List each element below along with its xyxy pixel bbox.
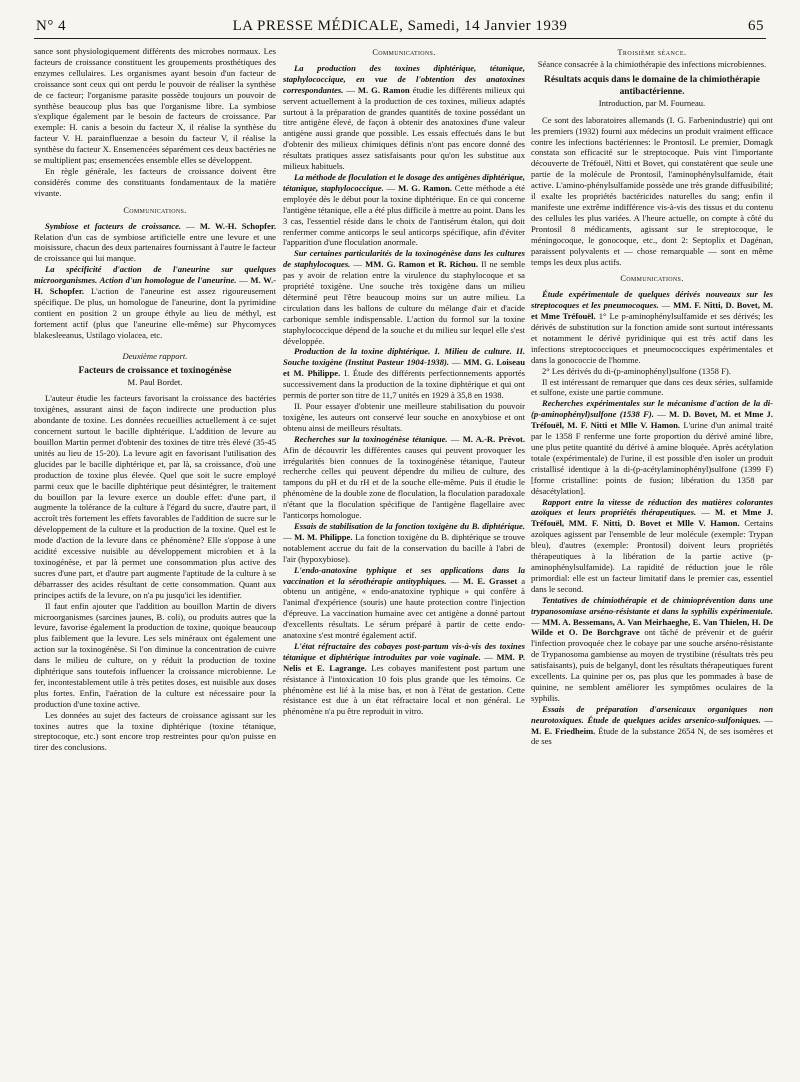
article-author: M. W.-H. Schopfer. [34, 275, 276, 297]
column-right [531, 46, 773, 1071]
article-title: Étude expérimentale de quelques dérivés nouveaux sur les streptocoques et les pneumocoques. [531, 289, 773, 311]
article-author: MM. G. Loiseau et M. Philippe. [283, 357, 525, 379]
issue-number: N° 4 [36, 18, 67, 34]
article-body: Étude de la substance 2654 N, de ses isomères et de ses [531, 725, 773, 747]
article-entry: Essais de préparation d'arsenicaux organiques non neurotoxiques. Étude de quelques acides arsenico-sulfoniques. — M. E. Friedheim. Étude de la substance 2654 N, de ses isomères et de ses [531, 703, 773, 747]
article-title: Recherches sur la toxinogénèse tétanique. [294, 433, 448, 444]
article-body: La fonction toxigène du B. diphtérique se trouve notablement accrue du fait de la conservation du bacille à l'abri de l'air (hypoxybiose). [283, 531, 525, 564]
article-title: Tentatives de chimiothérapie et de chimioprévention dans une trypanosomiase arséno-résistante et dans la syphilis expérimentale. [531, 594, 773, 616]
article-entry: L'endo-anatoxine typhique et ses applications dans la vaccination et la sérothérapie antityphiques. — M. E. Grasset a obtenu un antigène, « endo-anatoxine typhique » qui confère à l'animal d'expérience (souris) une haute protection contre l'injection d'épreuve. La vaccination humaine avec cet antigène a donné partout d'excellents résultats. Le sérum préparé à partir de cette endo-anatoxine s'est montré également actif. [283, 564, 525, 641]
article-body: L'urine d'un animal traité par le 1358 F renferme une forte proportion du dérivé aminé libre, une plus petite quantité du dérivé à amine bloquée. Après acétylation totale (expérimentale) de l'urine, il est possible d'en isoler un produit cristallisé identique à la di-(p-acétylaminophényl)sulfone (1399 F) [forme cristalline: points de fusion; libération du 1358 par désacétylation]. [531, 420, 773, 496]
article-title: La spécificité d'action de l'aneurine sur quelques microorganismes. Action d'un homologue de l'aneurine. [34, 264, 276, 286]
paragraph: sance sont physiologiquement différents des microbes normaux. Les facteurs de croissance constituent les groupements prosthétiques des enzymes cellulaires. Les organismes ayant besoin d'un facteur de croissance sont ceux qui ont perdu le pouvoir de réaliser la synthèse de ce facteur; l'organisme parasite possède toujours un pouvoir de synthèse beaucoup plus bas que l'organisme libre. La symbiose s'explique également par le besoin de facteurs de croissance. Par exemple: H. canis a besoin du facteur X, il réalise la synthèse du facteur V. H. parainfluenzae a besoin du facteur V, il réalise la synthèse du facteur X. Ensemencées séparément ces deux bactéries ne se multiplient pas; ensemencées ensemble elles se développent. [34, 46, 276, 166]
session-heading: Troisième séance. [617, 48, 687, 57]
article-title: Essais de stabilisation de la fonction toxigène du B. diphtérique. [294, 520, 525, 531]
article-entry: Sur certaines particularités de la toxinogénèse dans les cultures de staphylocoques. — MM. G. Ramon et R. Richou. Il ne semble pas y avoir de relation entre la virulence du staphylocoque et sa propriété toxigène. Une souche très toxigène dans un milieu déterminé peut l'être beaucoup moins sur un autre milieu. La circulation dans les ballons de culture du mélange d'air et d'acide carbonique semble indispensable. L'action du formol sur la toxine staphylococcique dépend de la souche et du milieu sur lequel elle s'est développée. [283, 248, 525, 346]
article-entry: Symbiose et facteurs de croissance. — M. W.-H. Schopfer. Relation d'un cas de symbiose artificielle entre une levure et une moisissure, chacun des deux partenaires fournissant à l'autre le facteur de croissance qui lui manque. [34, 220, 276, 264]
article-author: M. M. Philippe. [294, 531, 353, 542]
article-entry: Rapport entre la vitesse de réduction des matières colorantes azoïques et leurs propriétés thérapeutiques. — M. et Mme J. Tréfouël, MM. F. Nitti, D. Bovet et Mlle V. Hamon. Certains azoïques agissent par l'ensemble de leur molécule (exemple: Trypan bleu), d'autres (exemple: Prontosil) doivent leurs propriétés thérapeutiques à la libération de la partie active (p-aminophénylsulfamide). La rapidité de réduction joue le rôle primordial: elle est un facteur limitatif dans le premier cas, essentiel dans le second. [531, 496, 773, 594]
report-label: Deuxième rapport. [122, 350, 188, 361]
article-body: étudie les différents milieux qui servent actuellement à la production de ces toxines, milieux adaptés surtout à la préparation de grandes quantités de toxine possédant un titre antigène élevé, de façon à obtenir des anatoxines d'une valeur antigène aussi grande que possible. Les essais effectués dans le but d'obtenir des milieux chimiques définis n'ont pas encore donné des résultats pratiques assez satisfaisants pour qu'on les substitue aux milieux habituels. [283, 84, 525, 172]
article-author: M. E. Friedheim. [531, 725, 596, 736]
section-title: Résultats acquis dans le domaine de la chimiothérapie antibactérienne. [544, 74, 760, 97]
session-subtitle: Séance consacrée à la chimiothérapie des infections microbiennes. [537, 58, 767, 69]
article-author: M. G. Ramon. [398, 182, 452, 193]
paragraph: Il faut enfin ajouter que l'addition au bouillon Martin de divers microorganismes (sarcines jaunes, B. coli), ou produits autres que la levure, favorise également la production de toxine, quoique beaucoup plus faiblement que la levure. Les sels minéraux ont également une action sur la toxinogénèse. Si l'on diminue la concentration de cuivre dans le milieu de culture, on y réduit la production de toxine diphtérique sans toutefois influencer la croissance microbienne. Le fer, incontestablement utile à très petites doses, est nuisible aux doses plus fortes. Enfin, l'aération de la culture est nécessaire pour la production d'une toxine active. [34, 600, 276, 709]
article-title: L'endo-anatoxine typhique et ses applications dans la vaccination et la sérothérapie antityphiques. [283, 564, 525, 586]
article-author: M. A.-R. Prévot. [462, 433, 525, 444]
paragraph: Les données au sujet des facteurs de croissance agissant sur les toxines autres que la toxine diphtérique (toxine tétanique, streptocoque, etc.) sont encore trop restreintes pour qu'on puisse en tirer des conclusions. [34, 709, 276, 753]
article-body: Relation d'un cas de symbiose artificielle entre une levure et une moisissure, chacun des deux partenaires fournissant à l'autre le facteur de croissance qui lui manque. [34, 231, 276, 264]
article-body: Afin de découvrir les différentes causes qui peuvent provoquer les irrégularités bien connues de la toxinogénèse tétanique, l'auteur recherche celles qui peuvent dépendre du milieu de culture, des tampons du pH et du rH et de la souche elle-même. Puis il étudie le phénomène de la double zone de floculation, la floculation paradoxale n'étant que la floculation spécifique de l'antigène flagellaire avec l'anticorps homologue. [283, 444, 525, 521]
article-body: a obtenu un antigène, « endo-anatoxine typhique » qui confère à l'animal d'expérience (souris) une haute protection contre l'injection d'épreuve. La vaccination humaine avec cet antigène a donné partout d'excellents résultats. Le sérum préparé à partir de cette endo-anatoxine s'est montré également actif. [283, 575, 525, 641]
article-title: L'état réfractaire des cobayes post-partum vis-à-vis des toxines tétanique et diphtérique introduites par voie vaginale. [283, 640, 525, 662]
article-entry: La méthode de floculation et le dosage des antigènes diphtérique, tétanique, staphylococcique. — M. G. Ramon. Cette méthode a été employée dès le début pour la toxine diphtérique. En ce qui concerne l'antigène tétanique, elle a été plus difficile à mettre au point. Dans les 3 cas, l'essentiel réside dans le choix de l'antisérum étalon, qui doit renfermer comme anticorps le seul anticorps spécifique, afin d'éviter l'apparition d'une floculation anormale. [283, 171, 525, 248]
article-entry: La production des toxines diphtérique, tétanique, staphylococcique, en vue de l'obtention des anatoxines correspondantes. — M. G. Ramon étudie les différents milieux qui servent actuellement à la production de ces toxines, milieux adaptés surtout à la préparation de grandes quantités de toxine possédant un titre antigène élevé, de façon à obtenir des anatoxines d'une valeur antigène aussi grande que possible. Les essais effectués dans le but d'obtenir des milieux chimiques définis n'ont pas encore donné des résultats pratiques assez satisfaisants pour qu'on les substitue aux milieux habituels. [283, 62, 525, 172]
article-entry: Production de la toxine diphtérique. I. Milieu de culture. II. Souche toxigène (Institut Pasteur 1904-1938). — MM. G. Loiseau et M. Philippe. I. Étude des différents perfectionnements apportés successivement dans la production de la toxine diphtérique et qui ont permis de porter son titre de 11,7 unités en 1929 à 35,8 en 1938. [283, 346, 525, 401]
report-title: Facteurs de croissance et toxinogénèse [78, 366, 232, 377]
article-body: ont tâché de prévenir et de guérir l'infection provoquée chez le cobaye par une souche arséno-résistante de Trypanosoma gambiense au moyen de trystibine (résultats très peu satisfaisants), puis de belganyl, dont les résultats thérapeutiques furent excellents. La quinine per os, pas plus que les pommades à base de quinine, ne semblent améliorer les symptômes oculaires de la syphilis. [531, 627, 773, 703]
article-body: L'action de l'aneurine est assez rigoureusement spécifique. De plus, un homologue de l'aneurine, dont la pyrimidine contient en position 2 un groupe éthyle au lieu de méthyl, est fortement actif (plus que l'aneurine elle-même) sur Phycomyces blakesleeanus, Ustilago violacea, etc. [34, 286, 276, 340]
article-entry: La spécificité d'action de l'aneurine sur quelques microorganismes. Action d'un homologue de l'aneurine. — M. W.-H. Schopfer. L'action de l'aneurine est assez rigoureusement spécifique. De plus, un homologue de l'aneurine, dont la pyrimidine contient en position 2 un groupe éthyle au lieu de méthyl, est fortement actif (plus que l'aneurine elle-même) sur Phycomyces blakesleeanus, Ustilago violacea, etc. [34, 264, 276, 340]
paragraph: II. Pour essayer d'obtenir une meilleure stabilisation du pouvoir toxigène, les auteurs ont conservé leur souche en anoxybiose et ont obtenu ainsi de meilleurs résultats. [283, 401, 525, 433]
article-author: M. W.-H. Schopfer. [199, 220, 276, 231]
section-heading: Communications. [123, 205, 187, 215]
article-title: Production de la toxine diphtérique. I. Milieu de culture. II. Souche toxigène (Institut Pasteur 1904-1938). [283, 346, 525, 368]
paragraph: En règle générale, les facteurs de croissance doivent être considérés comme des constituants fondamentaux de la matière vivante. [34, 165, 276, 198]
report-author: M. Paul Bordet. [127, 377, 183, 388]
article-title: Symbiose et facteurs de croissance. [45, 220, 182, 231]
article-author: MM. F. Nitti, D. Bovet, M. et Mme Tréfouël. [531, 300, 773, 322]
paragraph: 2° Les dérivés du di-(p-aminophényl)sulfone (1358 F). [542, 365, 731, 376]
article-body: Les cobayes manifestent post partum une résistance à l'intoxication 10 fois plus grande que les témoins. Ce phénomène est lié à la mise bas, et non à l'état de gestation. Cette résistance est due à un état réfractaire local et non général. Le phénomène n'a pu être reproduit in vitro. [283, 662, 525, 717]
article-title: La méthode de floculation et le dosage des antigènes diphtérique, tétanique, staphylococcique. [283, 171, 525, 193]
page-header [34, 16, 766, 39]
article-body: Certains azoïques agissent par l'ensemble de leur molécule (exemple: Trypan bleu), d'autres (exemple: Prontosil) doivent leurs propriétés thérapeutiques à la libération de la partie active (p-aminophénylsulfamide). La rapidité de réduction joue le rôle primordial: elle est un facteur limitatif dans le premier cas, essentiel dans le second. [531, 518, 773, 594]
column-left [34, 46, 276, 1071]
page-number: 65 [748, 18, 764, 34]
article-author: M. et Mme J. Tréfouël, MM. F. Nitti, D. Bovet et Mlle V. Hamon. [531, 507, 773, 529]
section-heading: Communications. [620, 274, 684, 284]
article-author: MM. A. Bessemans, A. Van Meirhaeghe, E. Van Thielen, H. De Wilde et O. De Borchgrave [531, 616, 773, 638]
section-intro: Introduction, par M. Fourneau. [598, 97, 706, 108]
section-heading: Communications. [372, 48, 436, 57]
article-entry: Étude expérimentale de quelques dérivés nouveaux sur les streptocoques et les pneumocoques. — MM. F. Nitti, D. Bovet, M. et Mme Tréfouël. 1° Le p-aminophénylsulfamide et ses dérivés; les dérivés de substitution sur la fonction amide sont surtout intéressants et notamment le dérivé pyridinique qui est très actif dans les infections streptococciques et pneumococciques expérimentales et dans la gonococcie de l'homme. [531, 289, 773, 365]
article-entry: L'état réfractaire des cobayes post-partum vis-à-vis des toxines tétanique et diphtérique introduites par voie vaginale. — MM. P. Nelis et E. Lagrange. Les cobayes manifestent post partum une résistance à l'intoxication 10 fois plus grande que les témoins. Ce phénomène est lié à la mise bas, et non à l'état de gestation. Cette résistance est due à un état réfractaire local et non général. Le phénomène n'a pu être reproduit in vitro. [283, 640, 525, 717]
article-body: I. Étude des différents perfectionnements apportés successivement dans la production de la toxine diphtérique et qui ont permis de porter son titre de 11,7 unités en 1929 à 35,8 en 1938. [283, 368, 525, 401]
article-author: M. G. Ramon [357, 84, 410, 95]
article-title: Recherches expérimentales sur le mécanisme d'action de la di-(p-aminophényl)sulfone (1538 F). [531, 398, 773, 420]
paragraph: Il est intéressant de remarquer que dans ces deux séries, sulfamide et sulfone, existe une partie commune. [531, 376, 773, 398]
journal-title: LA PRESSE MÉDICALE, Samedi, 14 Janvier 1939 [232, 18, 568, 34]
article-author: MM. P. Nelis et E. Lagrange. [283, 651, 525, 673]
article-body: Cette méthode a été employée dès le début pour la toxine diphtérique. En ce qui concerne l'antigène tétanique, elle a été plus difficile à mettre au point. Dans les 3 cas, l'essentiel réside dans le choix de l'antisérum étalon, qui doit renfermer comme anticorps le seul anticorps spécifique, afin d'éviter l'apparition d'une floculation anormale. [283, 182, 525, 248]
article-title: Essais de préparation d'arsenicaux organiques non neurotoxiques. Étude de quelques acides arsenico-sulfoniques. [531, 703, 773, 725]
article-body: Il ne semble pas y avoir de relation entre la virulence du staphylocoque et sa propriété toxigène. Une souche très toxigène dans un milieu déterminé peut l'être beaucoup moins sur un autre milieu. La circulation dans les ballons de culture du mélange d'air et d'acide carbonique semble indispensable. L'action du formol sur la toxine staphylococcique dépend de la souche et du milieu sur lequel elle s'est développée. [283, 259, 525, 346]
article-title: Sur certaines particularités de la toxinogénèse dans les cultures de staphylocoques. [283, 248, 525, 270]
article-entry: Tentatives de chimiothérapie et de chimioprévention dans une trypanosomiase arséno-résistante et dans la syphilis expérimentale. — MM. A. Bessemans, A. Van Meirhaeghe, E. Van Thielen, H. De Wilde et O. De Borchgrave ont tâché de prévenir et de guérir l'infection provoquée chez le cobaye par une souche arséno-résistante de Trypanosoma gambiense au moyen de trystibine (résultats très peu satisfaisants), puis de belganyl, dont les résultats thérapeutiques furent excellents. La quinine per os, pas plus que les pommades à base de quinine, ne semblent améliorer les symptômes oculaires de la syphilis. [531, 594, 773, 703]
article-entry: Essais de stabilisation de la fonction toxigène du B. diphtérique. — M. M. Philippe. La fonction toxigène du B. diphtérique se trouve notablement accrue du fait de la conservation du bacille à l'abri de l'air (hypoxybiose). [283, 520, 525, 564]
article-author: M. E. Grasset [463, 575, 518, 586]
article-entry: Recherches sur la toxinogénèse tétanique. — M. A.-R. Prévot. Afin de découvrir les différentes causes qui peuvent provoquer les irrégularités bien connues de la toxinogénèse tétanique, l'auteur recherche celles qui peuvent dépendre du milieu de culture, des tampons du pH et du rH et de la souche elle-même. Puis il étudie le phénomène de la double zone de floculation, la floculation paradoxale n'étant que la floculation spécifique de l'antigène flagellaire avec l'anticorps homologue. [283, 433, 525, 521]
column-middle [283, 46, 525, 1071]
article-body: 1° Le p-aminophénylsulfamide et ses dérivés; les dérivés de substitution sur la fonction amide sont surtout intéressants et notamment le dérivé pyridinique qui est très actif dans les infections streptococciques et pneumococciques expérimentales et dans la gonococcie de l'homme. [531, 311, 773, 365]
article-title: Rapport entre la vitesse de réduction des matières colorantes azoïques et leurs propriétés thérapeutiques. [531, 496, 773, 518]
paragraph: Ce sont des laboratoires allemands (I. G. Farbenindustrie) qui ont les premiers (1932) fourni aux médecins un produit vraiment efficace contre les infections bactériennes: le Prontosil. Le premier, Domagk constata son efficacité sur le streptocoque. Puis vint l'importante découverte de Tréfouël, Nitti et Bovet, qui constatèrent que seule une partie de la molécule de Prontosil, l'aminophénylsulfamide, était active. L'amino-phénylsulfamide possède une très grande diffusibilité; il exalte les propriétés bactéricides naturelles du sang; enfin il manifeste une extrême indifférence vis-à-vis des tissus et du contenu des cellules les plus variées. A l'heure actuelle, on compte à côté du Prontosil 8 médicaments, agissant sur le streptocoque, le méningocoque, le gonocoque, etc., dont 2: Septoplix et Dagénan, paraissent polyvalents et — chose remarquable — sont en même temps les deux plus actifs. [531, 114, 773, 267]
article-author: M. D. Bovet, M. et Mme J. Tréfouël, M. F. Nitti et Mlle V. Hamon. [531, 409, 773, 431]
paragraph: L'auteur étudie les facteurs favorisant la croissance des bactéries toxigènes, assurant ainsi de façon indirecte une production plus abondante de toxine. Les données recueillies actuellement à ce sujet concernent surtout le bacille diphtérique. L'addition de levure au bouillon Martin permet d'obtenir des toxines de titre très élevé (35-45 unités au lieu de 15-20). La levure agit en favorisant l'utilisation des glucides par le bacille diphtérique et, par là, sa croissance, d'où une production de toxine plus élevée. Quel que soit le sucre employé parmi ceux que le bacille diphtérique peut désintégrer, le traitement du bouillon par la levure exerce un double effet: d'une part, il augmente la tolérance de la culture à l'égard du sucre, d'autre part, il accroît très fortement les effets favorables de l'addition de sucre sur le développement de la culture et la production de la toxine. Quel est le mode d'action de la levure dans ce phénomène? Elle s'oppose à une acidité excessive nuisible au développement microbien et à la toxinogénèse, et par là permet une consommation plus active des sucres d'une part, et d'autre part augmente l'aptitude de la culture à se débarrasser des acides résultant de cette consommation. Quant aux principes actifs de la levure, on n'a pu jusqu'ici les identifier. [34, 393, 276, 600]
article-entry: Recherches expérimentales sur le mécanisme d'action de la di-(p-aminophényl)sulfone (1538 F). — M. D. Bovet, M. et Mme J. Tréfouël, M. F. Nitti et Mlle V. Hamon. L'urine d'un animal traité par le 1358 F renferme une forte proportion du dérivé aminé libre, une plus petite quantité du dérivé à amine bloquée. Après acétylation totale (expérimentale) de l'urine, il est possible d'en isoler un produit cristallisé identique à la di-(p-acétylaminophényl)sulfone (1399 F) [forme cristalline: points de fusion; libération du 1358 par désacétylation]. [531, 398, 773, 496]
article-author: MM. G. Ramon et R. Richou. [365, 259, 478, 270]
article-title: La production des toxines diphtérique, tétanique, staphylococcique, en vue de l'obtention des anatoxines correspondantes. [283, 62, 525, 95]
